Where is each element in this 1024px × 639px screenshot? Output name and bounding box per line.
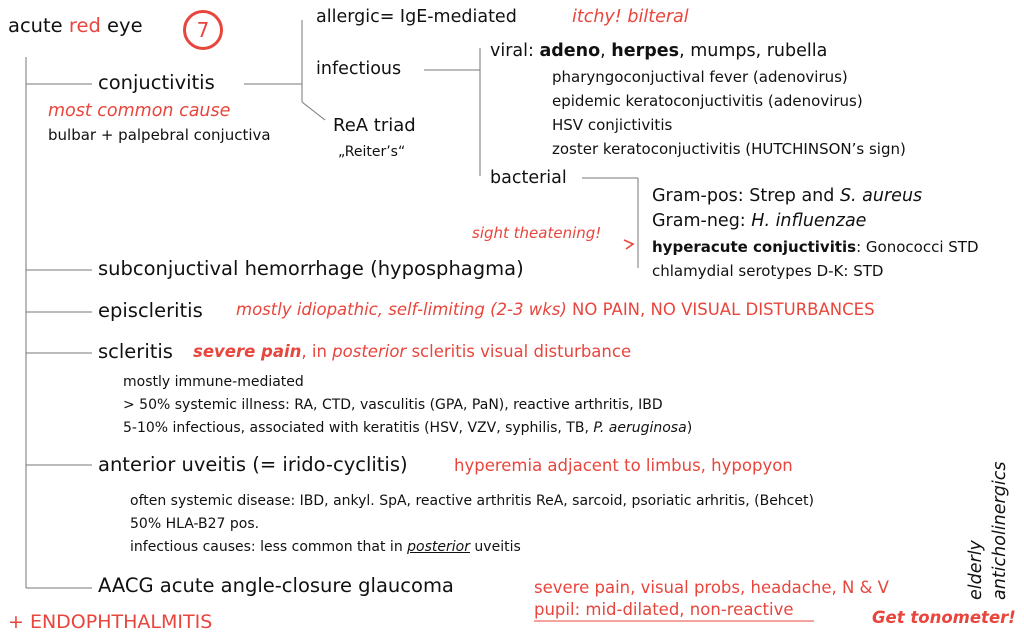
uveitis-heading: anterior uveitis (= irido-cyclitis) <box>98 453 408 476</box>
viral-item: pharyngoconjuctival fever (adenovirus) <box>552 68 848 86</box>
gram-neg-line: Gram-neg: H. influenzae <box>652 211 867 231</box>
viral-item: HSV conjictivitis <box>552 116 673 134</box>
conjunctivitis-heading: conjuctivitis <box>98 71 215 94</box>
scleritis-note: severe pain, in posterior scleritis visual disturbance <box>193 342 632 361</box>
reiter-label: „Reiter’s“ <box>338 144 406 160</box>
sight-threatening-note: sight theatening! <box>472 224 602 242</box>
tonometer-note: Get tonometer! <box>872 608 1016 627</box>
scleritis-detail: 5-10% infectious, associated with keratitis (HSV, VZV, syphilis, TB, P. aeruginosa) <box>123 420 693 436</box>
page-title: acute red eye <box>8 14 143 37</box>
endophthalmitis-label: + ENDOPHTHALMITIS <box>8 611 213 633</box>
allergic-note: itchy! bilteral <box>572 7 689 27</box>
most-common-note: most common cause <box>48 101 231 121</box>
viral-line: viral: adeno, herpes, mumps, rubella <box>490 41 828 61</box>
aacg-heading: AACG acute angle-closure glaucoma <box>98 574 454 597</box>
hyperacute-line: hyperacute conjuctivitis: Gonococci STD <box>652 238 979 256</box>
scleritis-detail: mostly immune-mediated <box>123 374 304 390</box>
episcleritis-note: mostly idiopathic, self-limiting (2-3 wks) NO PAIN, NO VISUAL DISTURBANCES <box>236 300 875 319</box>
subconjunctival-heading: subconjuctival hemorrhage (hyposphagma) <box>98 257 524 280</box>
viral-item: zoster keratoconjuctivitis (HUTCHINSON’s sign) <box>552 140 906 158</box>
infectious-label: infectious <box>316 59 402 79</box>
bacterial-label: bacterial <box>490 168 567 188</box>
viral-item: epidemic keratoconjuctivitis (adenovirus) <box>552 92 863 110</box>
anticholinergics-note: anticholinergics <box>990 461 1010 600</box>
uveitis-detail: often systemic disease: IBD, ankyl. SpA, reactive arthritis ReA, sarcoid, psoriatic arhritis, (Behcet) <box>130 493 814 509</box>
conjunctivitis-detail: bulbar + palpebral conjuctiva <box>48 126 271 144</box>
episcleritis-heading: episcleritis <box>98 299 203 322</box>
scleritis-detail: > 50% systemic illness: RA, CTD, vasculitis (GPA, PaN), reactive arthritis, IBD <box>123 397 663 413</box>
elderly-note: elderly <box>966 540 986 600</box>
scleritis-heading: scleritis <box>98 340 173 363</box>
uveitis-note: hyperemia adjacent to limbus, hypopyon <box>454 456 793 475</box>
chlamydial-line: chlamydial serotypes D-K: STD <box>652 262 884 280</box>
pupil-note: pupil: mid-dilated, non-reactive <box>534 600 794 619</box>
uveitis-detail: 50% HLA-B27 pos. <box>130 516 260 532</box>
gram-pos-line: Gram-pos: Strep and S. aureus <box>652 186 923 206</box>
slide-number-badge: 7 <box>183 10 223 50</box>
allergic-label: allergic= IgE-mediated <box>316 7 517 27</box>
aacg-note: severe pain, visual probs, headache, N & V <box>534 578 889 597</box>
sight-arrow-icon <box>624 240 633 249</box>
uveitis-detail: infectious causes: less common that in posterior uveitis <box>130 539 521 555</box>
rea-triad-label: ReA triad <box>333 115 416 136</box>
